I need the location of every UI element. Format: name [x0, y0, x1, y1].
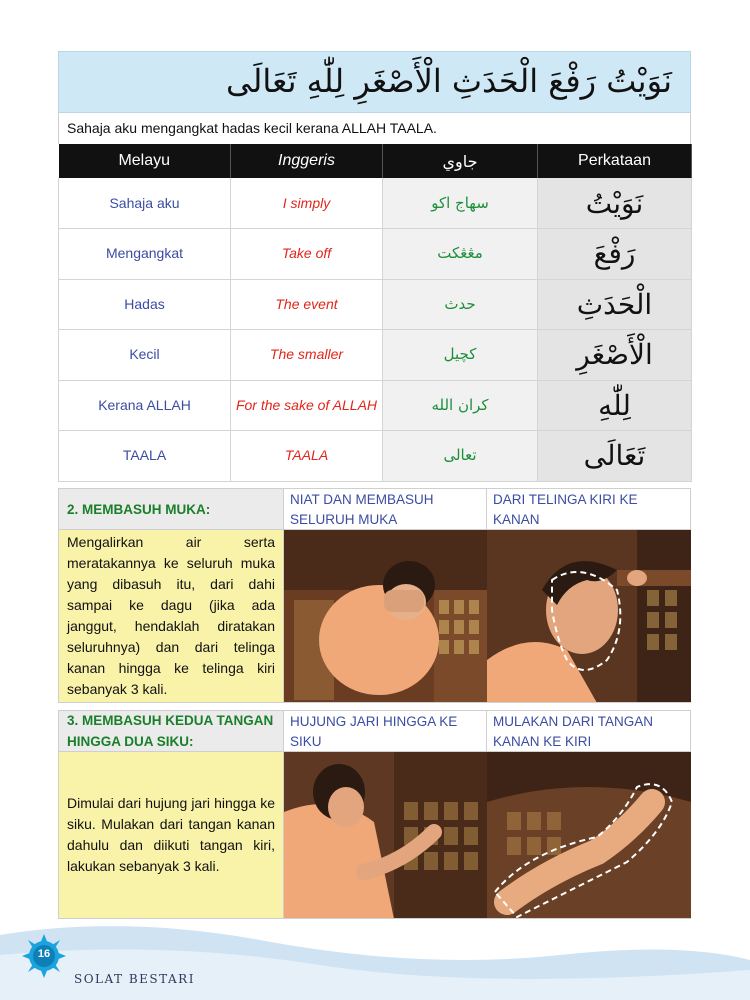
cell-melayu: Kerana ALLAH: [59, 380, 231, 431]
cell-arab: الْأَصْغَرِ: [538, 330, 692, 381]
step-title: 3. MEMBASUH KEDUA TANGAN HINGGA DUA SIKU:: [58, 710, 284, 752]
cell-melayu: TAALA: [59, 431, 231, 482]
header-perkataan: Perkataan: [538, 144, 692, 178]
step-description-text: Dimulai dari hujung jari hingga ke siku. Mulakan dari tangan kanan dahulu dan diikuti tangan kiri, lakukan sebanyak 3 kali.: [67, 795, 275, 874]
step-description: [58, 530, 284, 703]
cell-melayu: Hadas: [59, 279, 231, 330]
step-membasuh-muka: [58, 488, 691, 703]
table-row: [59, 330, 692, 381]
cell-melayu: Sahaja aku: [59, 178, 231, 229]
photo-washing-face: [284, 530, 487, 703]
photo-fingertip-to-elbow: [284, 752, 487, 919]
cell-inggeris: TAALA: [231, 431, 383, 482]
cell-jawi: مڠڠكت: [383, 229, 538, 280]
header-melayu: Melayu: [59, 144, 231, 178]
cell-inggeris: The smaller: [231, 330, 383, 381]
step-caption: NIAT DAN MEMBASUH SELURUH MUKA: [284, 488, 487, 530]
cell-jawi: كچيل: [383, 330, 538, 381]
photo-ear-to-ear: [487, 530, 691, 703]
table-header-row: [59, 144, 692, 178]
cell-inggeris: For the sake of ALLAH: [231, 380, 383, 431]
page-number: 16: [37, 948, 51, 960]
header-inggeris: Inggeris: [231, 144, 383, 178]
niat-arabic-text: نَوَيْتُ رَفْعَ الْحَدَثِ الْأَصْغَرِ لِلّٰهِ تَعَالَى: [58, 51, 691, 113]
cell-melayu: Mengangkat: [59, 229, 231, 280]
cell-inggeris: The event: [231, 279, 383, 330]
cell-jawi: تعالى: [383, 431, 538, 482]
table-row: [59, 431, 692, 482]
table-row: [59, 178, 692, 229]
cell-arab: الْحَدَثِ: [538, 279, 692, 330]
cell-inggeris: Take off: [231, 229, 383, 280]
cell-melayu: Kecil: [59, 330, 231, 381]
table-row: [59, 380, 692, 431]
cell-arab: نَوَيْتُ: [538, 178, 692, 229]
step-membasuh-tangan: [58, 710, 691, 919]
header-jawi: جاوي: [383, 144, 538, 178]
photo-right-to-left-hand: [487, 752, 691, 919]
step-caption: HUJUNG JARI HINGGA KE SIKU: [284, 710, 487, 752]
book-title: SOLAT BESTARI: [74, 972, 195, 986]
cell-inggeris: I simply: [231, 178, 383, 229]
word-breakdown-table: [58, 144, 692, 482]
cell-arab: تَعَالَى: [538, 431, 692, 482]
cell-jawi: حدث: [383, 279, 538, 330]
table-row: [59, 279, 692, 330]
step-caption: DARI TELINGA KIRI KE KANAN: [487, 488, 691, 530]
step-caption: MULAKAN DARI TANGAN KANAN KE KIRI: [487, 710, 691, 752]
step-description: [58, 752, 284, 919]
cell-jawi: كران الله: [383, 380, 538, 431]
step-description-text: Mengalirkan air serta meratakannya ke seluruh muka yang dibasuh itu, dari dahi sampai ke dagu (jika ada janggut, hendaklah diratakan seluruhnya) dan dari telinga kanan hingga ke telinga kiri sebanyak 3 kali.: [67, 534, 275, 697]
niat-meaning: Sahaja aku mengangkat hadas kecil kerana ALLAH TAALA.: [58, 113, 691, 144]
cell-arab: لِلّٰهِ: [538, 380, 692, 431]
cell-jawi: سهاج اكو: [383, 178, 538, 229]
table-row: [59, 229, 692, 280]
cell-arab: رَفْعَ: [538, 229, 692, 280]
step-title: 2. MEMBASUH MUKA:: [58, 488, 284, 530]
